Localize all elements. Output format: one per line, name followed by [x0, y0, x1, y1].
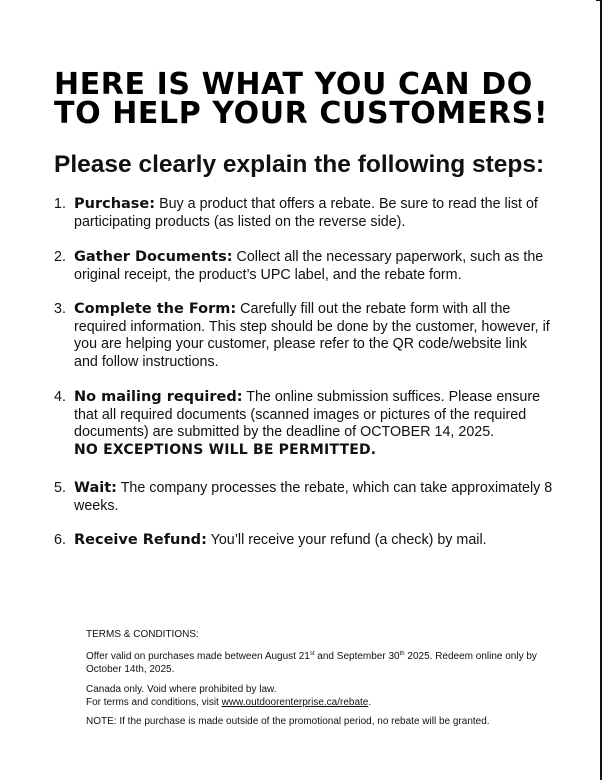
terms-visit-suffix: . [368, 697, 372, 708]
step-text: The online submission suffices. Please ensure that all required documents (scanned images or pictures of the required documents) are submitted by the deadline of OCTOBER 14, 2025. [74, 389, 541, 441]
page-headline [54, 67, 574, 131]
terms-canada: Canada only. Void where prohibited by law. [86, 684, 277, 695]
offer-text-3: 2025. Redeem online only by October 14th, 2025. [86, 651, 537, 675]
step-title: Receive Refund: [74, 532, 207, 548]
offer-text-1: Offer valid on purchases made between August 21 [86, 651, 310, 662]
step-number: 3. [54, 301, 66, 317]
step-text: You’ll receive your refund (a check) by mail. [210, 532, 487, 548]
page-border-top [596, 0, 602, 1]
headline-line-1: HERE IS WHAT YOU CAN DO [54, 67, 533, 102]
headline-line-2: TO HELP YOUR CUSTOMERS! [54, 96, 549, 131]
step-title: Gather Documents: [74, 249, 233, 265]
step-text: Buy a product that offers a rebate. Be sure to read the list of participating products (as listed on the reverse side). [74, 196, 538, 230]
terms-visit-text: For terms and conditions, visit [86, 697, 222, 708]
step-text: The company processes the rebate, which can take approximately 8 weeks. [74, 480, 553, 514]
terms-offer [86, 650, 546, 676]
steps-subheading: Please clearly explain the following steps: [54, 151, 545, 178]
terms-visit [86, 696, 546, 709]
step-text: Carefully fill out the rebate form with all the required information. This step should be done by the customer, however, if you are helping your customer, please refer to the QR code/website link and follow instructions. [74, 301, 550, 371]
step-number: 4. [54, 389, 66, 405]
step-number: 2. [54, 249, 66, 265]
step-no-mailing [54, 389, 554, 460]
step-title: Complete the Form: [74, 301, 237, 317]
step-title: Wait: [74, 480, 117, 496]
terms-title: TERMS & CONDITIONS: [86, 629, 199, 640]
step-title: Purchase: [74, 196, 156, 212]
step-purchase [54, 196, 554, 231]
step-gather-documents [54, 249, 554, 284]
rebate-website-link[interactable]: www.outdoorenterprise.ca/rebate [221, 697, 369, 708]
step-number: 1. [54, 196, 66, 212]
step-receive-refund [54, 532, 487, 550]
step-number: 5. [54, 480, 66, 496]
step-emphasis: NO EXCEPTIONS WILL BE PERMITTED. [74, 442, 377, 459]
offer-ordinal-1: st [309, 651, 315, 657]
step-complete-form [54, 301, 554, 372]
step-title: No mailing required: [74, 389, 243, 405]
offer-ordinal-2: th [399, 651, 405, 657]
step-wait [54, 480, 554, 515]
terms-note: NOTE: If the purchase is made outside of the promotional period, no rebate will be granted. [86, 716, 490, 727]
step-text: Collect all the necessary paperwork, such as the original receipt, the product’s UPC label, and the rebate form. [74, 249, 544, 283]
step-number: 6. [54, 532, 66, 548]
terms-section [86, 628, 546, 728]
offer-text-2: and September 30 [314, 651, 400, 662]
